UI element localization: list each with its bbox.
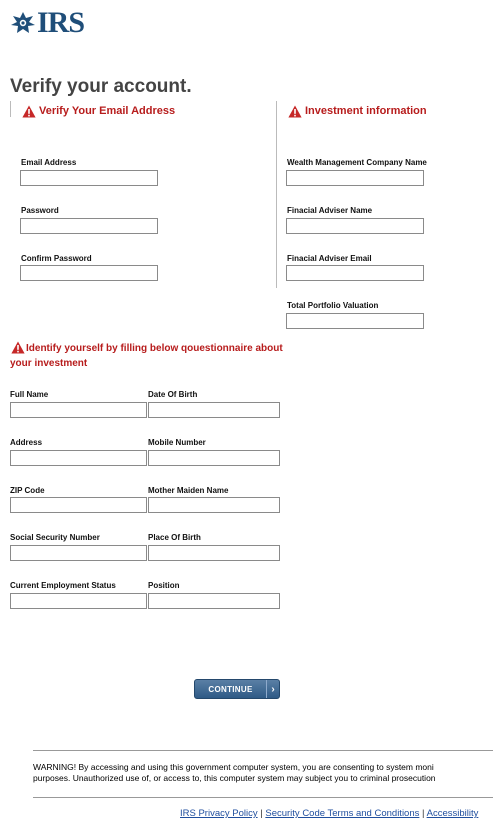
full-name-input[interactable]: [10, 402, 147, 418]
ssn-input[interactable]: [10, 545, 147, 561]
full-name-label: Full Name: [10, 390, 49, 399]
company-name-input[interactable]: [286, 170, 424, 186]
warning-line-2: purposes. Unauthorized use of, or access to, this computer system may subject you to criminal prosecution: [33, 773, 436, 783]
investment-section-title: Investment information: [305, 105, 427, 117]
maiden-name-label: Mother Maiden Name: [148, 486, 229, 495]
section-divider: [276, 101, 277, 288]
portfolio-valuation-input[interactable]: [286, 313, 424, 329]
email-address-input[interactable]: [20, 170, 158, 186]
footer-separator: |: [419, 808, 427, 819]
privacy-policy-link[interactable]: IRS Privacy Policy: [180, 808, 258, 819]
adviser-email-input[interactable]: [286, 265, 424, 281]
accessibility-link[interactable]: Accessibility: [426, 808, 479, 819]
adviser-name-input[interactable]: [286, 218, 424, 234]
divider: [33, 750, 493, 751]
position-input[interactable]: [148, 593, 280, 609]
email-section-heading: [22, 104, 175, 119]
mobile-label: Mobile Number: [148, 438, 206, 447]
email-address-label: Email Address: [21, 158, 77, 167]
warning-icon: [22, 105, 36, 118]
employment-input[interactable]: [10, 593, 147, 609]
address-label: Address: [10, 438, 43, 447]
confirm-password-label: Confirm Password: [21, 254, 92, 263]
dob-label: Date Of Birth: [148, 390, 198, 399]
logo-text: IRS: [37, 6, 85, 39]
adviser-email-label: Finacial Adviser Email: [287, 254, 372, 263]
divider: [33, 797, 493, 798]
footer-separator: |: [257, 808, 266, 819]
confirm-password-input[interactable]: [20, 265, 158, 281]
footer-links: [180, 808, 478, 819]
mobile-input[interactable]: [148, 450, 280, 466]
password-label: Password: [21, 206, 59, 215]
maiden-name-input[interactable]: [148, 497, 280, 513]
adviser-name-label: Finacial Adviser Name: [287, 206, 373, 215]
investment-section-heading: [288, 104, 427, 119]
zip-input[interactable]: [10, 497, 147, 513]
dob-input[interactable]: [148, 402, 280, 418]
continue-button-label: CONTINUE: [208, 684, 253, 694]
irs-eagle-icon: [10, 10, 36, 36]
chevron-right-icon: ›: [266, 680, 279, 698]
password-input[interactable]: [20, 218, 158, 234]
irs-logo[interactable]: [10, 8, 84, 38]
warning-line-1: WARNING! By accessing and using this government computer system, you are consenting to system moni: [33, 762, 434, 772]
position-label: Position: [148, 581, 180, 590]
employment-label: Current Employment Status: [10, 581, 116, 590]
birthplace-label: Place Of Birth: [148, 533, 201, 542]
portfolio-valuation-label: Total Portfolio Valuation: [287, 301, 379, 310]
page-title: Verify your account.: [10, 76, 192, 97]
company-name-label: Wealth Management Company Name: [287, 158, 427, 167]
continue-button[interactable]: [194, 679, 280, 699]
warning-notice: [33, 762, 493, 784]
zip-label: ZIP Code: [10, 486, 45, 495]
address-input[interactable]: [10, 450, 147, 466]
identity-section-title: Identify yourself by filling below qouestionnaire about your investment: [10, 343, 283, 369]
warning-icon: [288, 105, 302, 118]
birthplace-input[interactable]: [148, 545, 280, 561]
email-section-title: Verify Your Email Address: [39, 105, 176, 117]
section-divider: [10, 101, 11, 117]
security-terms-link[interactable]: Security Code Terms and Conditions: [265, 808, 420, 819]
ssn-label: Social Security Number: [10, 533, 100, 542]
